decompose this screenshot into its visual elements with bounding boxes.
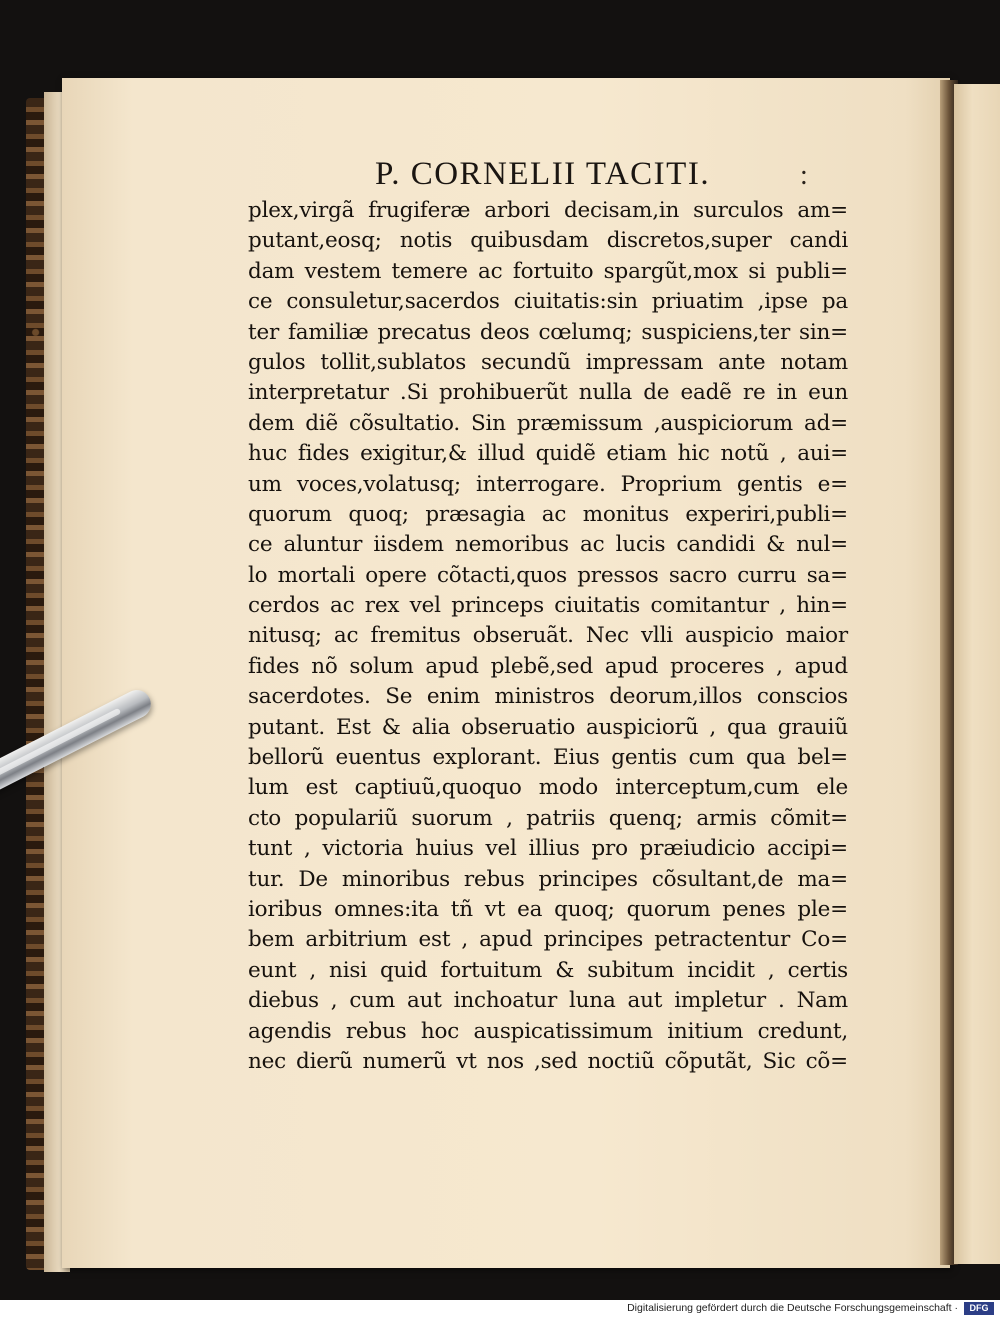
text-line: tur. De minoribus rebus principes cõsultant,de ma= [248, 866, 848, 892]
text-line: diebus , cum aut inchoatur luna aut impletur . Nam [248, 988, 848, 1014]
text-line: huc fides exigitur,& illud quidẽ etiam hic notũ , aui= [248, 441, 848, 467]
text-line: cerdos ac rex vel princeps ciuitatis comitantur , hin= [248, 593, 848, 619]
text-line: putant. Est & alia obseruatio auspiciorũ , qua grauiũ [248, 714, 848, 740]
text-line: tunt , victoria huius vel illius pro præiudicio accipi= [248, 836, 848, 862]
text-line: gulos tollit,sublatos secundũ impressam ante notam [248, 349, 848, 375]
text-line: cto populariũ suorum , patriis quenq; armis cõmit= [248, 805, 848, 831]
text-line: sacerdotes. Se enim ministros deorum,illos conscios [248, 684, 848, 710]
text-line: eunt , nisi quid fortuitum & subitum incidit , certis [248, 957, 848, 983]
facing-page-edge [954, 84, 1000, 1264]
text-line: ioribus omnes:ita tñ vt ea quoq; quorum penes ple= [248, 896, 848, 922]
text-line: nitusq; ac fremitus obseruãt. Nec vlli auspicio maior [248, 623, 848, 649]
text-block [248, 196, 848, 1077]
text-line: interpretatur .Si prohibuerũt nulla de eadẽ re in eun [248, 380, 848, 406]
text-line: lo mortali opere cõtacti,quos pressos sacro curru sa= [248, 562, 848, 588]
text-line: um voces,volatusq; interrogare. Proprium gentis e= [248, 471, 848, 497]
signature-mark: : [800, 160, 808, 191]
text-line: agendis rebus hoc auspicatissimum initium credunt, [248, 1018, 848, 1044]
text-line: lum est captiuũ,quoquo modo interceptum,cum ele [248, 775, 848, 801]
text-line: bellorũ euentus explorant. Eius gentis cum qua bel= [248, 745, 848, 771]
digitization-credit: Digitalisierung gefördert durch die Deutsche Forschungsgemeinschaft · [627, 1302, 958, 1314]
text-line: plex,virgã frugiferæ arbori decisam,in surculos am= [248, 198, 848, 223]
text-line: ter familiæ precatus deos cœlumq; suspiciens,ter sin= [248, 319, 848, 345]
text-line: bem arbitrium est , apud principes petractentur Co= [248, 927, 848, 953]
text-line: quorum quoq; præsagia ac monitus experiri,publi= [248, 501, 848, 527]
text-line: fides nõ solum apud plebẽ,sed apud proceres , apud [248, 653, 848, 679]
text-line: nec dierũ numerũ vt nos ,sed noctiũ cõputãt, Sic cõ= [248, 1048, 848, 1074]
running-head: P. CORNELII TACITI. [375, 156, 711, 192]
dfg-logo: DFG [964, 1302, 994, 1315]
text-line: putant,eosq; notis quibusdam discretos,super candi [248, 228, 848, 254]
text-line: ce aluntur iisdem nemoribus ac lucis candidi & nul= [248, 532, 848, 558]
text-line: ce consuletur,sacerdos ciuitatis:sin priuatim ,ipse pa [248, 289, 848, 315]
text-line: dem diẽ cõsultatio. Sin præmissum ,auspiciorum ad= [248, 410, 848, 436]
text-line: dam vestem temere ac fortuito spargũt,mox si publi= [248, 258, 848, 284]
